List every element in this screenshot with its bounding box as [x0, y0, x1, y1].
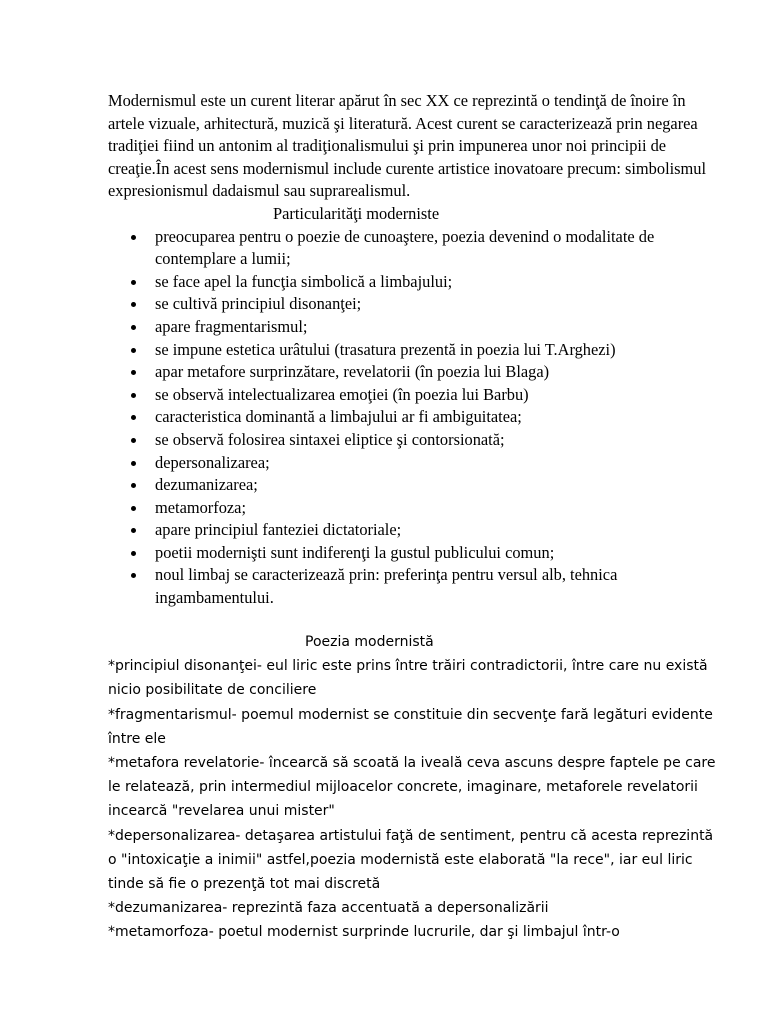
list-item-text: dezumanizarea;: [155, 475, 258, 495]
bullet-icon: [131, 370, 136, 375]
list-item-text: apar metafore surprinzătare, revelatorii (în poezia lui Blaga): [155, 362, 550, 382]
list-item-text: poetii modernişti sunt indiferenţi la gustul publicului comun;: [155, 542, 555, 562]
bullet-icon: [131, 483, 136, 488]
bullet-icon: [131, 393, 136, 398]
list-item-text: apare principiul fanteziei dictatoriale;: [155, 520, 402, 540]
list-item: [108, 519, 708, 542]
bullet-icon: [131, 573, 136, 578]
bullet-icon: [131, 235, 136, 240]
list-item: [108, 406, 708, 429]
list-item: [108, 452, 708, 475]
definition-paragraph: *principiul disonanţei- eul liric este prins între trăiri contradictorii, între care nu există nicio posibilitate de conciliere: [108, 658, 708, 699]
list-item: [108, 226, 708, 271]
heading-poezia-modernista: Poezia modernistă: [305, 634, 434, 650]
bullet-icon: [131, 438, 136, 443]
bullet-icon: [131, 506, 136, 511]
bullet-icon: [131, 528, 136, 533]
bullet-icon: [131, 348, 136, 353]
definition-paragraph: *depersonalizarea- detaşarea artistului faţă de sentiment, pentru că acesta reprezintă o "intoxicaţie a inimii" astfel,poezia modernistă este elaborată "la rece", iar eul liric tinde să fie o prezenţă tot mai discretă: [108, 827, 714, 893]
list-item: [108, 474, 708, 497]
definition-paragraph: *dezumanizarea- reprezintă faza accentuată a depersonalizării: [108, 900, 549, 917]
definition-paragraph: *metamorfoza- poetul modernist surprinde lucrurile, dar şi limbajul într-o: [108, 924, 620, 941]
definition-paragraph: *fragmentarismul- poemul modernist se constituie din secvenţe fară legături evidente între ele: [108, 706, 713, 747]
list-item: [108, 316, 708, 339]
bullet-icon: [131, 325, 136, 330]
list-item: [108, 429, 708, 452]
serif-section: [108, 90, 708, 610]
list-item-text: se face apel la funcţia simbolică a limbajului;: [155, 271, 453, 291]
list-item-text: caracteristica dominantă a limbajului ar fi ambiguitatea;: [155, 407, 522, 427]
list-item: [108, 271, 708, 294]
list-item-text: preocuparea pentru o poezie de cunoaştere, poezia devenind o modalitate de contemplare a lumii;: [155, 226, 655, 269]
list-item: [108, 339, 708, 362]
bullet-icon: [131, 280, 136, 285]
bullet-icon: [131, 551, 136, 556]
list-item-text: depersonalizarea;: [155, 452, 270, 472]
heading-particularitati: Particularităţi moderniste: [273, 203, 440, 223]
list-item: [108, 542, 708, 565]
list-item: [108, 361, 708, 384]
list-item: [108, 564, 708, 609]
list-item: [108, 293, 708, 316]
bullet-list: [108, 226, 708, 610]
list-item-text: metamorfoza;: [155, 497, 247, 517]
list-item-text: noul limbaj se caracterizează prin: preferinţa pentru versul alb, tehnica ingambamentului.: [155, 565, 618, 608]
list-item: [108, 497, 708, 520]
list-item-text: se cultivă principiul disonanţei;: [155, 294, 362, 314]
definition-paragraph: *metafora revelatorie- încearcă să scoată la iveală ceva ascuns despre faptele pe care le relatează, prin intermediul mijloacelor concrete, imaginare, metaforele revelatorii incearcă "revelarea unui mister": [108, 755, 716, 820]
list-item-text: se observă intelectualizarea emoţiei (în poezia lui Barbu): [155, 384, 529, 404]
intro-paragraph: Modernismul este un curent literar apărut în sec XX ce reprezintă o tendinţă de înoire în artele vizuale, arhitectură, muzică şi literatură. Acest curent se caracterizează prin negarea tradiţiei fiind un antonim al tradiţionalismului şi prin impunerea unor noi principii de creaţie.În acest sens modernismul include curente artistice inovatoare precum: simbolismul expresionismul dadaismul sau suprarealismul.: [108, 91, 707, 201]
bullet-icon: [131, 415, 136, 420]
bullet-icon: [131, 461, 136, 466]
list-item: [108, 384, 708, 407]
list-item-text: se observă folosirea sintaxei eliptice şi contorsionată;: [155, 429, 505, 449]
list-item-text: apare fragmentarismul;: [155, 316, 308, 336]
sans-section: [108, 630, 718, 945]
list-item-text: se impune estetica urâtului (trasatura prezentă in poezia lui T.Arghezi): [155, 339, 616, 359]
bullet-icon: [131, 302, 136, 307]
